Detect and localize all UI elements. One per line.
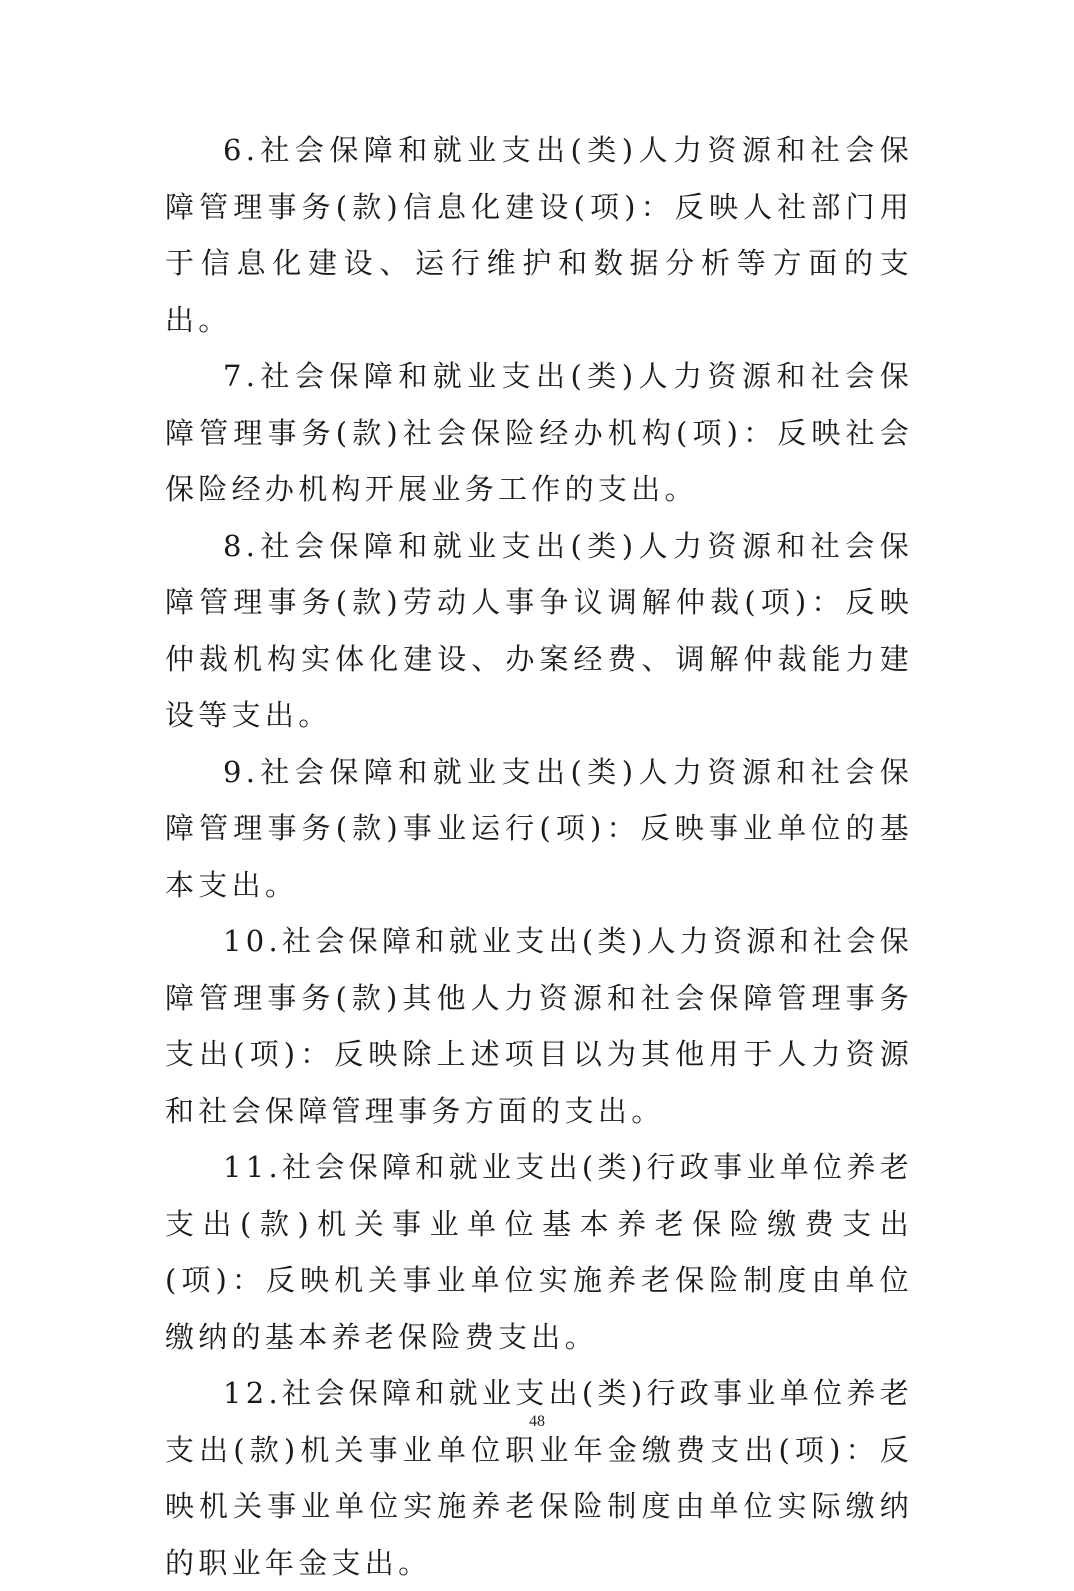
paragraph-item-6: 6.社会保障和就业支出(类)人力资源和社会保障管理事务(款)信息化建设(项)：反映人社部门用于信息化建设、运行维护和数据分析等方面的支出。: [165, 133, 913, 337]
paragraph-item-9: 9.社会保障和就业支出(类)人力资源和社会保障管理事务(款)事业运行(项)：反映事业单位的基本支出。: [165, 754, 913, 902]
paragraph-item-10: 10.社会保障和就业支出(类)人力资源和社会保障管理事务(款)其他人力资源和社会保障管理事务支出(项)：反映除上述项目以为其他用于人力资源和社会保障管理事务方面的支出。: [165, 924, 913, 1128]
page-number: 48: [529, 1413, 545, 1430]
document-body: [165, 122, 913, 1591]
paragraph-item-11: 11.社会保障和就业支出(类)行政事业单位养老支出(款)机关事业单位基本养老保险缴费支出(项)：反映机关事业单位实施养老保险制度由单位缴纳的基本养老保险费支出。: [165, 1150, 913, 1354]
paragraph-item-8: 8.社会保障和就业支出(类)人力资源和社会保障管理事务(款)劳动人事争议调解仲裁(项)：反映仲裁机构实体化建设、办案经费、调解仲裁能力建设等支出。: [165, 528, 913, 732]
paragraph-item-7: 7.社会保障和就业支出(类)人力资源和社会保障管理事务(款)社会保险经办机构(项)：反映社会保险经办机构开展业务工作的支出。: [165, 359, 913, 506]
paragraph-item-12: 12.社会保障和就业支出(类)行政事业单位养老支出(款)机关事业单位职业年金缴费支出(项)：反映机关事业单位实施养老保险制度由单位实际缴纳的职业年金支出。: [165, 1376, 913, 1580]
